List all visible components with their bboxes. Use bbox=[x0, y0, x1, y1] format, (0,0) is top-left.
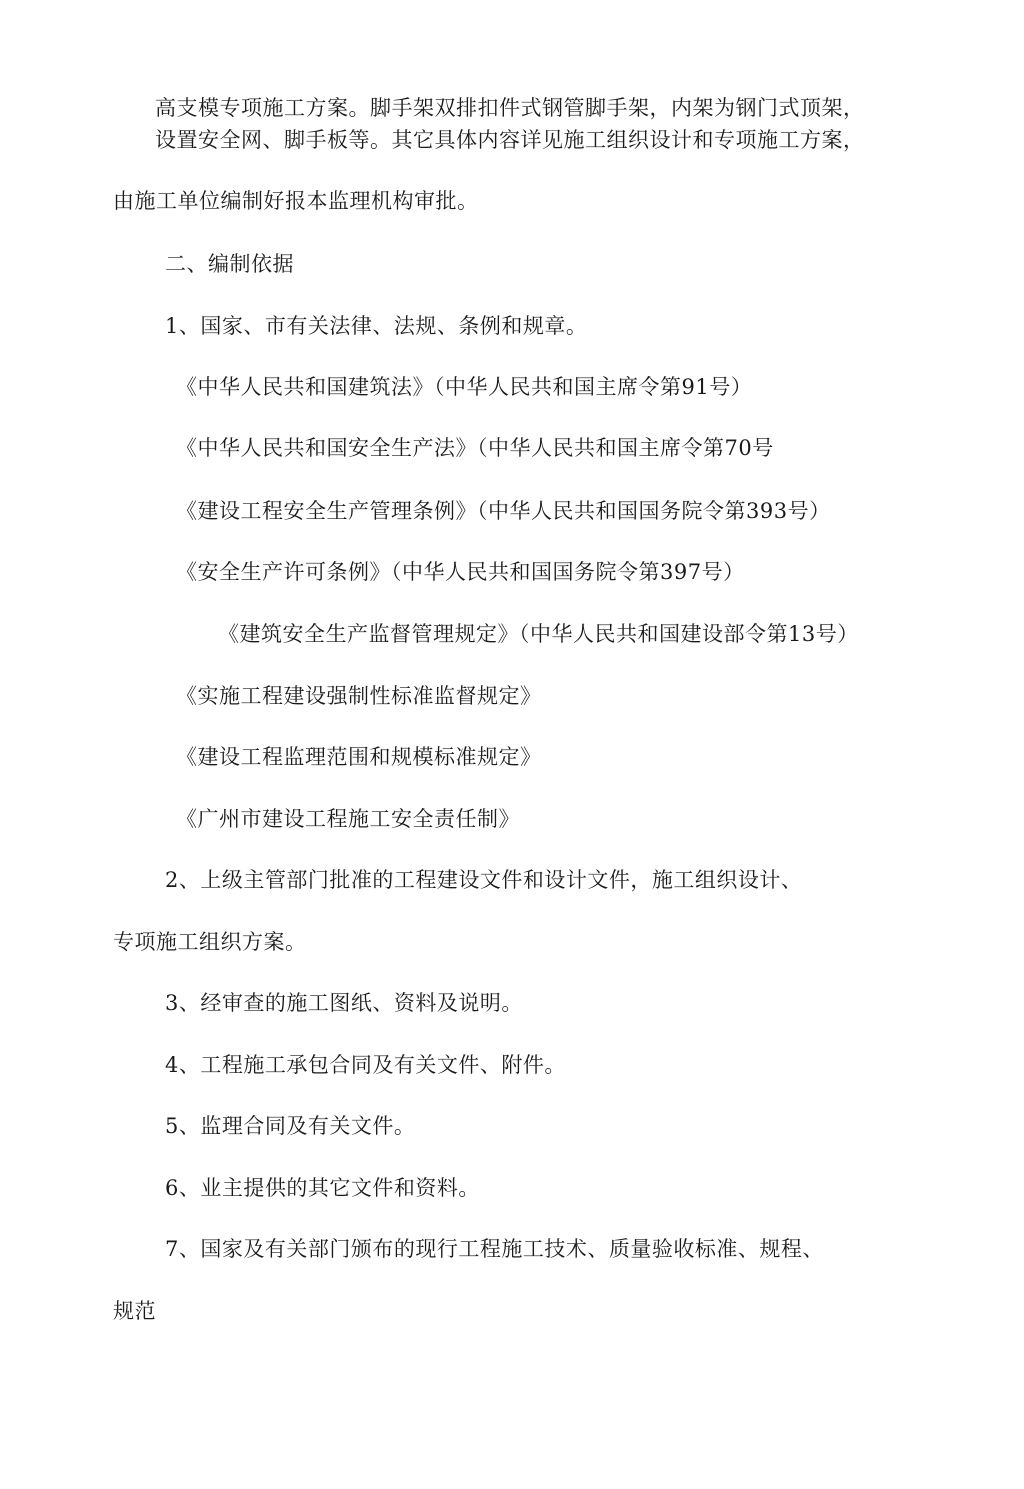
list-item: 6、业主提供的其它文件和资料。 bbox=[165, 1176, 480, 1200]
section-heading: 二、编制依据 bbox=[165, 252, 294, 276]
list-item-continuation: 专项施工组织方案。 bbox=[113, 930, 307, 954]
list-item: 3、经审查的施工图纸、资料及说明。 bbox=[165, 991, 523, 1015]
list-item-continuation: 规范 bbox=[113, 1299, 156, 1323]
law-citation: 《实施工程建设强制性标准监督规定》 bbox=[176, 684, 542, 708]
law-citation: 《中华人民共和国建筑法》（中华人民共和国主席令第91号） bbox=[176, 375, 753, 399]
paragraph-line: 由施工单位编制好报本监理机构审批。 bbox=[113, 189, 479, 213]
law-citation: 《建筑安全生产监督管理规定》（中华人民共和国建设部令第13号） bbox=[218, 622, 859, 646]
law-citation: 《安全生产许可条例》（中华人民共和国国务院令第397号） bbox=[176, 560, 745, 584]
paragraph-line: 高支模专项施工方案。脚手架双排扣件式钢管脚手架，内架为钢门式顶架， bbox=[155, 96, 865, 120]
list-item: 4、工程施工承包合同及有关文件、附件。 bbox=[165, 1053, 566, 1077]
paragraph-line: 设置安全网、脚手板等。其它具体内容详见施工组织设计和专项施工方案， bbox=[155, 128, 865, 152]
list-item: 5、监理合同及有关文件。 bbox=[165, 1114, 416, 1138]
list-item: 2、上级主管部门批准的工程建设文件和设计文件，施工组织设计、 bbox=[165, 868, 803, 892]
list-item: 1、国家、市有关法律、法规、条例和规章。 bbox=[165, 314, 588, 338]
law-citation: 《建设工程安全生产管理条例》（中华人民共和国国务院令第393号） bbox=[176, 499, 831, 523]
law-citation: 《建设工程监理范围和规模标准规定》 bbox=[176, 745, 542, 769]
list-item: 7、国家及有关部门颁布的现行工程施工技术、质量验收标准、规程、 bbox=[165, 1237, 824, 1261]
law-citation: 《中华人民共和国安全生产法》（中华人民共和国主席令第70号 bbox=[176, 436, 774, 460]
law-citation: 《广州市建设工程施工安全责任制》 bbox=[176, 807, 520, 831]
